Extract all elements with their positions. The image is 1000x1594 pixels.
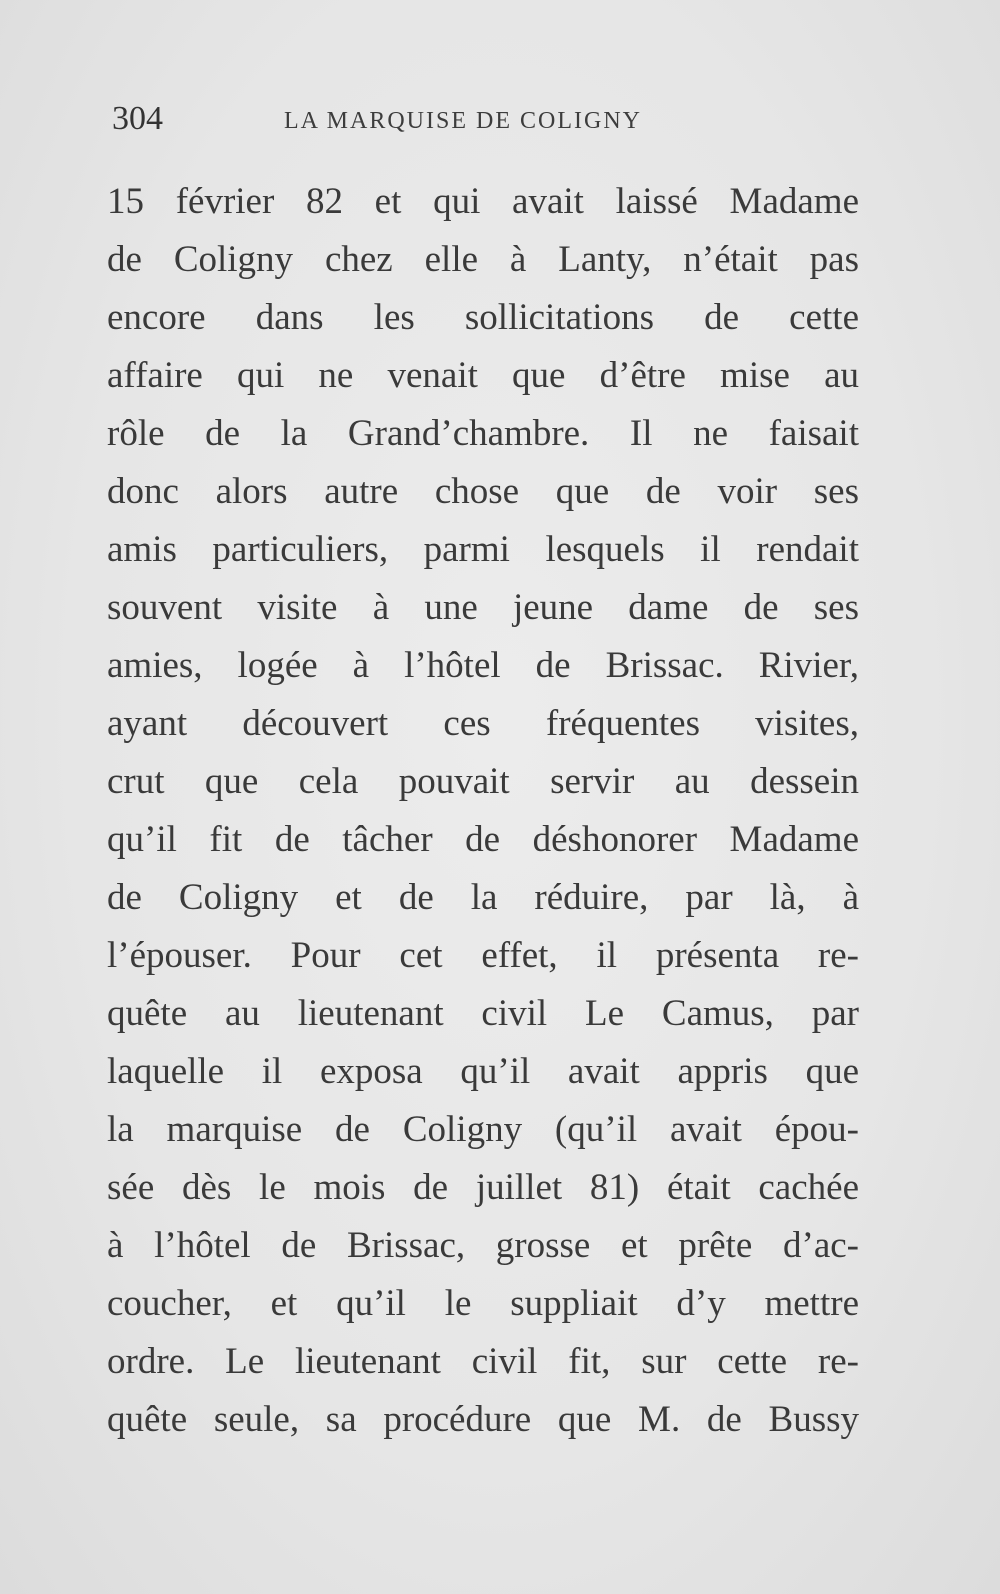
text-line: 15 février 82 et qui avait laissé Madame xyxy=(107,181,859,222)
text-line: amis particuliers, parmi lesquels il rendait xyxy=(107,529,859,570)
text-line: la marquise de Coligny (qu’il avait épou- xyxy=(107,1109,859,1150)
text-line: qu’il fit de tâcher de déshonorer Madame xyxy=(107,819,859,860)
text-line: amies, logée à l’hôtel de Brissac. Rivier, xyxy=(107,645,859,686)
body-text xyxy=(107,173,859,1449)
page-number: 304 xyxy=(112,100,163,137)
text-line: crut que cela pouvait servir au dessein xyxy=(107,761,859,802)
text-line: ordre. Le lieutenant civil fit, sur cette re- xyxy=(107,1341,859,1382)
text-line: quête seule, sa procédure que M. de Bussy xyxy=(107,1399,859,1440)
text-line: de Coligny et de la réduire, par là, à xyxy=(107,877,859,918)
text-line: de Coligny chez elle à Lanty, n’était pas xyxy=(107,239,859,280)
text-line: rôle de la Grand’chambre. Il ne faisait xyxy=(107,413,859,454)
text-line: sée dès le mois de juillet 81) était cachée xyxy=(107,1167,859,1208)
text-line: souvent visite à une jeune dame de ses xyxy=(107,587,859,628)
running-head xyxy=(112,100,852,144)
text-line: affaire qui ne venait que d’être mise au xyxy=(107,355,859,396)
running-title: LA MARQUISE DE COLIGNY xyxy=(284,108,642,134)
text-line: l’épouser. Pour cet effet, il présenta re- xyxy=(107,935,859,976)
text-line: quête au lieutenant civil Le Camus, par xyxy=(107,993,859,1034)
text-line: ayant découvert ces fréquentes visites, xyxy=(107,703,859,744)
text-line: à l’hôtel de Brissac, grosse et prête d’ac- xyxy=(107,1225,859,1266)
text-line: donc alors autre chose que de voir ses xyxy=(107,471,859,512)
text-line: encore dans les sollicitations de cette xyxy=(107,297,859,338)
text-line: coucher, et qu’il le suppliait d’y mettre xyxy=(107,1283,859,1324)
text-line: laquelle il exposa qu’il avait appris que xyxy=(107,1051,859,1092)
